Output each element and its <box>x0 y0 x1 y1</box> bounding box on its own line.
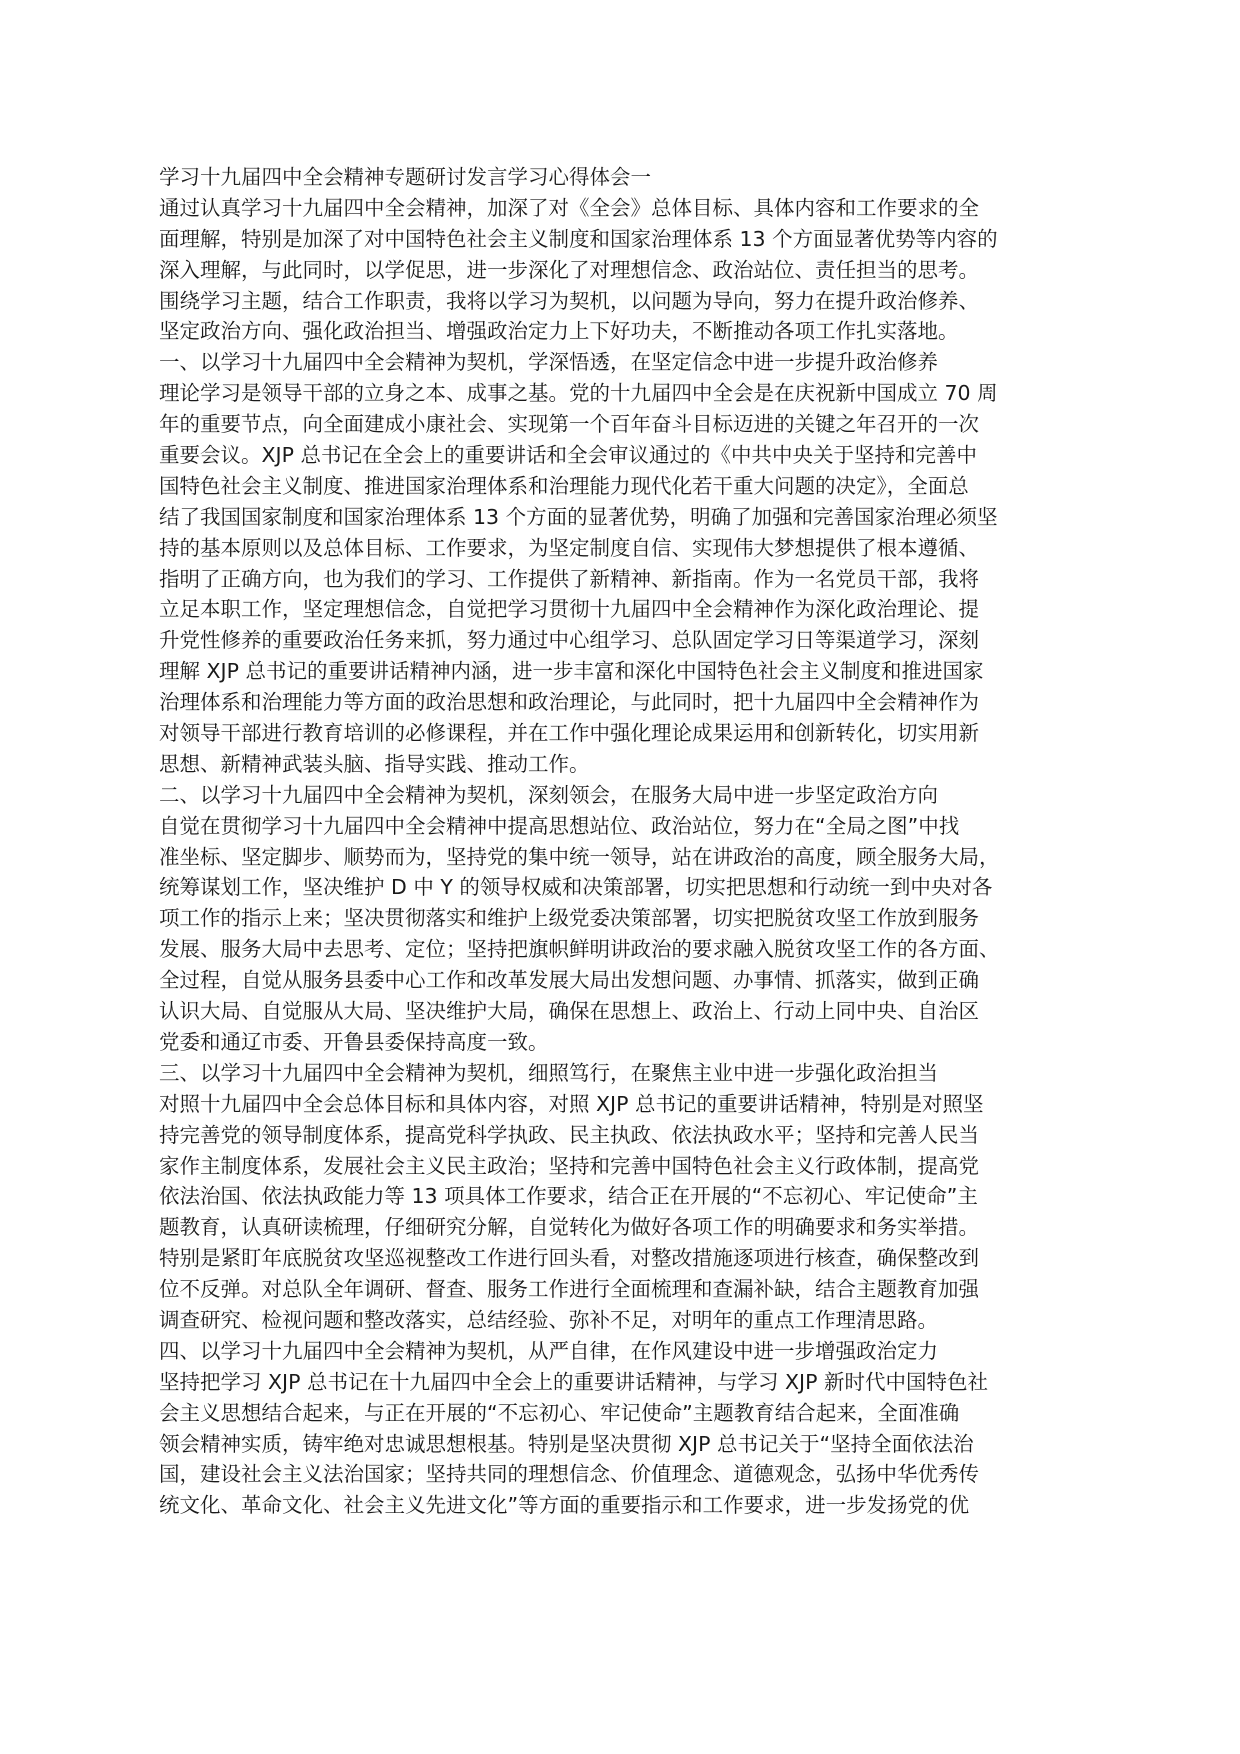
document-page <box>159 162 1083 1521</box>
text-line: 理论学习是领导干部的立身之本、成事之基。党的十九届四中全会是在庆祝新中国成立 70 周 <box>159 381 998 406</box>
text-line: 年的重要节点，向全面建成小康社会、实现第一个百年奋斗目标迈进的关键之年召开的一次 <box>159 412 979 437</box>
text-line: 项工作的指示上来；坚决贯彻落实和维护上级党委决策部署，切实把脱贫攻坚工作放到服务 <box>159 906 979 931</box>
section-heading: 四、以学习十九届四中全会精神为契机，从严自律，在作风建设中进一步增强政治定力 <box>159 1338 938 1363</box>
text-line: 准坐标、坚定脚步、顺势而为，坚持党的集中统一领导，站在讲政治的高度，顾全服务大局， <box>159 844 1000 869</box>
text-line: 国特色社会主义制度、推进国家治理体系和治理能力现代化若干重大问题的决定》，全面总 <box>159 473 969 498</box>
text-line: 调查研究、检视问题和整改落实，总结经验、弥补不足，对明年的重点工作理清思路。 <box>159 1307 938 1332</box>
text-line: 坚持把学习 XJP 总书记在十九届四中全会上的重要讲话精神，与学习 XJP 新时代中国特色社 <box>159 1369 988 1394</box>
text-line: 持完善党的领导制度体系，提高党科学执政、民主执政、依法执政水平；坚持和完善人民当 <box>159 1122 979 1147</box>
section-heading: 一、以学习十九届四中全会精神为契机，学深悟透，在坚定信念中进一步提升政治修养 <box>159 350 938 375</box>
text-line: 题教育，认真研读梳理，仔细研究分解，自觉转化为做好各项工作的明确要求和务实举措。 <box>159 1215 979 1240</box>
text-line: 党委和通辽市委、开鲁县委保持高度一致。 <box>159 1029 549 1054</box>
text-line: 位不反弹。对总队全年调研、督查、服务工作进行全面梳理和查漏补缺，结合主题教育加强 <box>159 1277 979 1302</box>
text-line: 持的基本原则以及总体目标、工作要求，为坚定制度自信、实现伟大梦想提供了根本遵循、 <box>159 535 979 560</box>
text-line: 立足本职工作，坚定理想信念，自觉把学习贯彻十九届四中全会精神作为深化政治理论、提 <box>159 597 979 622</box>
text-line: 围绕学习主题，结合工作职责，我将以学习为契机，以问题为导向，努力在提升政治修养、 <box>159 288 979 313</box>
text-line: 统筹谋划工作，坚决维护 D 中 Y 的领导权威和决策部署，切实把思想和行动统一到中央对各 <box>159 875 993 900</box>
text-line: 会主义思想结合起来，与正在开展的“不忘初心、牢记使命”主题教育结合起来，全面准确 <box>159 1400 960 1425</box>
sections-container <box>159 347 1083 1521</box>
text-line: 全过程，自觉从服务县委中心工作和改革发展大局出发想问题、办事情、抓落实，做到正确 <box>159 968 979 993</box>
text-line: 思想、新精神武装头脑、指导实践、推动工作。 <box>159 751 590 776</box>
section <box>159 1336 1083 1521</box>
text-line: 统文化、革命文化、社会主义先进文化”等方面的重要指示和工作要求，进一步发扬党的优 <box>159 1493 970 1518</box>
text-line: 理解 XJP 总书记的重要讲话精神内涵，进一步丰富和深化中国特色社会主义制度和推进国家 <box>159 659 984 684</box>
text-line: 特别是紧盯年底脱贫攻坚巡视整改工作进行回头看，对整改措施逐项进行核查，确保整改到 <box>159 1246 979 1271</box>
text-line: 国，建设社会主义法治国家；坚持共同的理想信念、价值理念、道德观念，弘扬中华优秀传 <box>159 1462 979 1487</box>
text-line: 自觉在贯彻学习十九届四中全会精神中提高思想站位、政治站位，努力在“全局之图”中找 <box>159 813 960 838</box>
text-line: 面理解，特别是加深了对中国特色社会主义制度和国家治理体系 13 个方面显著优势等内容的 <box>159 226 998 251</box>
text-line: 对领导干部进行教育培训的必修课程，并在工作中强化理论成果运用和创新转化，切实用新 <box>159 721 979 746</box>
text-line: 发展、服务大局中去思考、定位；坚持把旗帜鲜明讲政治的要求融入脱贫攻坚工作的各方面、 <box>159 937 1000 962</box>
text-line: 通过认真学习十九届四中全会精神，加深了对《全会》总体目标、具体内容和工作要求的全 <box>159 195 979 220</box>
text-line: 领会精神实质，铸牢绝对忠诚思想根基。特别是坚决贯彻 XJP 总书记关于“坚持全面依法治 <box>159 1431 974 1456</box>
section <box>159 780 1083 1058</box>
section <box>159 347 1083 779</box>
text-line: 深入理解，与此同时，以学促思，进一步深化了对理想信念、政治站位、责任担当的思考。 <box>159 257 979 282</box>
intro-paragraph <box>159 193 1083 347</box>
text-line: 家作主制度体系，发展社会主义民主政治；坚持和完善中国特色社会主义行政体制，提高党 <box>159 1153 979 1178</box>
text-line: 认识大局、自觉服从大局、坚决维护大局，确保在思想上、政治上、行动上同中央、自治区 <box>159 999 979 1024</box>
text-line: 结了我国国家制度和国家治理体系 13 个方面的显著优势，明确了加强和完善国家治理必须坚 <box>159 504 998 529</box>
text-line: 坚定政治方向、强化政治担当、增强政治定力上下好功夫，不断推动各项工作扎实落地。 <box>159 319 959 344</box>
document-title: 学习十九届四中全会精神专题研讨发言学习心得体会一 <box>159 165 651 189</box>
text-line: 重要会议。XJP 总书记在全会上的重要讲话和全会审议通过的《中共中央关于坚持和完善中 <box>159 443 977 468</box>
section <box>159 1058 1083 1336</box>
section-heading: 二、以学习十九届四中全会精神为契机，深刻领会，在服务大局中进一步坚定政治方向 <box>159 782 938 807</box>
section-heading: 三、以学习十九届四中全会精神为契机，细照笃行，在聚焦主业中进一步强化政治担当 <box>159 1060 938 1085</box>
text-line: 升党性修养的重要政治任务来抓，努力通过中心组学习、总队固定学习日等渠道学习，深刻 <box>159 628 979 653</box>
text-line: 指明了正确方向，也为我们的学习、工作提供了新精神、新指南。作为一名党员干部，我将 <box>159 566 979 591</box>
text-line: 对照十九届四中全会总体目标和具体内容，对照 XJP 总书记的重要讲话精神，特别是对照坚 <box>159 1091 984 1116</box>
text-line: 依法治国、依法执政能力等 13 项具体工作要求，结合正在开展的“不忘初心、牢记使命”主 <box>159 1184 978 1209</box>
text-line: 治理体系和治理能力等方面的政治思想和政治理论，与此同时，把十九届四中全会精神作为 <box>159 690 979 715</box>
